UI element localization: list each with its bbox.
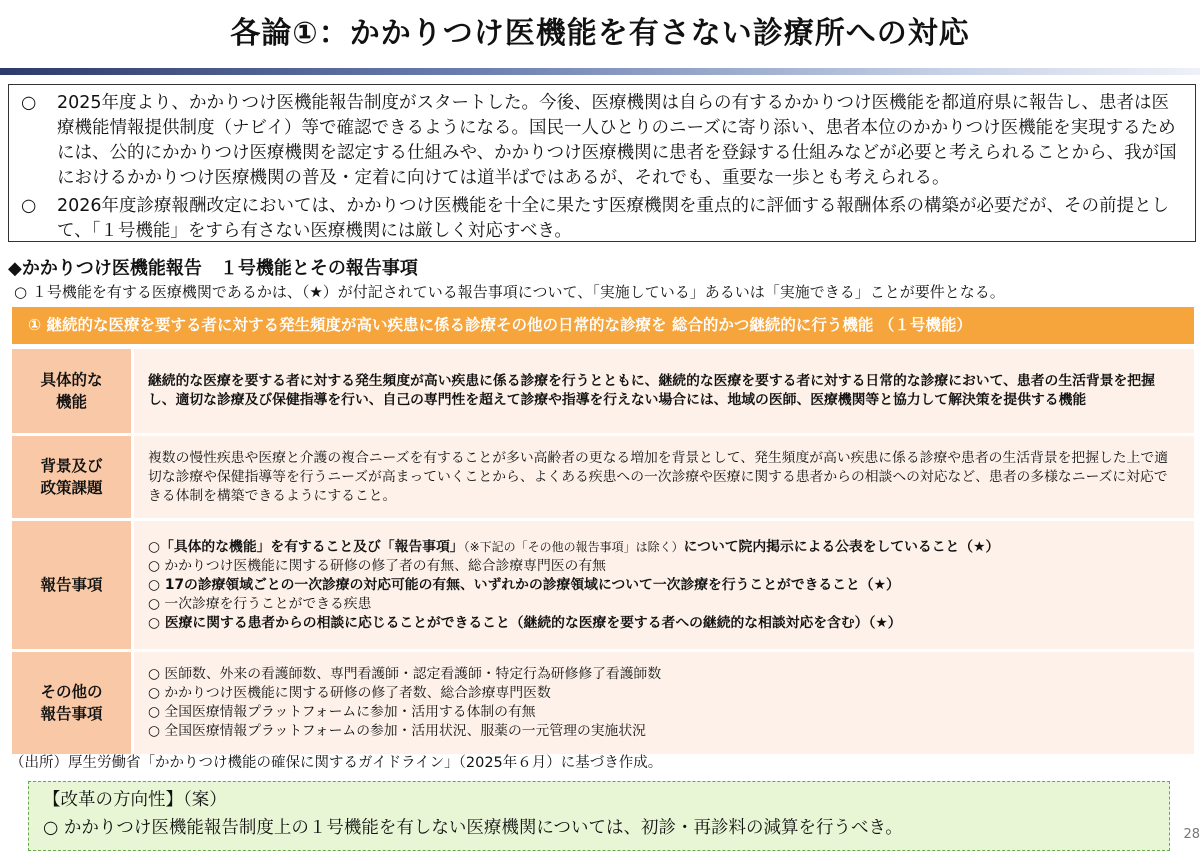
section-heading: ◆かかりつけ医機能報告 １号機能とその報告事項 [8,258,418,279]
report-item: ○ 一次診療を行うことができる疾患 [148,595,372,612]
source-note: （出所）厚生労働省「かかりつけ機能の確保に関するガイドライン」（2025年６月）に基づき作成。 [10,755,663,771]
reform-heading: 【改革の方向性】（案） [43,790,227,810]
summary-text: 2026年度診療報酬改定においては、かかりつけ医機能を十全に果たす医療機関を重点的に評価する報酬体系の構築が必要だが、その前提として、「１号機能」をすら有さない医療機関には厳しく対応すべき。 [57,196,1170,241]
table-row [12,521,1194,649]
function-header-bar: ① 継続的な医療を要する者に対する発生頻度が高い疾患に係る診療その他の日常的な診療を 総合的かつ継続的に行う機能 （１号機能） [12,307,1194,344]
summary-paragraph [21,194,1183,244]
row-content [131,652,1194,754]
summary-box [8,84,1196,242]
section-note: ○ １号機能を有する医療機関であるかは、（★）が付記されている報告事項について、「実施している」あるいは「実施できる」ことが要件となる。 [14,283,1005,301]
page-title: 各論①：かかりつけ医機能を有さない診療所への対応 [230,16,970,51]
page-number: 28 [1183,827,1200,842]
reform-text: ○ かかりつけ医機能報告制度上の１号機能を有しない医療機関については、初診・再診料の減算を行うべき。 [43,818,903,838]
row-content [131,521,1194,649]
summary-text: 2025年度より、かかりつけ医機能報告制度がスタートした。今後、医療機関は自らの有するかかりつけ医機能を都道府県に報告し、患者は医療機能情報提供制度（ナビイ）等で確認できるようになる。国民一人ひとりのニーズに寄り添い、患者本位のかかりつけ医機能を実現するためには、公的にかかりつけ医療機関を認定する仕組みや、かかりつけ医療機関に患者を登録する仕組みなどが必要と考えられることから、我が国におけるかかりつけ医療機関の普及・定着に向けては道半ばではあるが、それでも、重要な一歩とも考えられる。 [57,93,1177,188]
other-report-item: ○ 医師数、外来の看護師数、専門看護師・認定看護師・特定行為研修修了看護師数 [148,666,662,682]
other-report-item: ○ 全国医療情報プラットフォームに参加・活用する体制の有無 [148,704,536,720]
bullet: ○ [21,196,37,216]
title-underline [0,68,1200,75]
other-report-item: ○ かかりつけ医機能に関する研修の修了者数、総合診療専門医数 [148,685,551,701]
reform-direction-box [28,781,1170,851]
table-row [12,436,1194,518]
other-report-item: ○ 全国医療情報プラットフォームの参加・活用状況、服薬の一元管理の実施状況 [148,723,646,739]
row-label: 背景及び 政策課題 [12,436,131,518]
report-item: ○ 医療に関する患者からの相談に応じることができること（継続的な医療を要する者への継続的な相談対応を含む）（★） [148,614,902,631]
row-label: 具体的な 機能 [12,349,131,433]
row-content: 複数の慢性疾患や医療と介護の複合ニーズを有することが多い高齢者の更なる増加を背景として、発生頻度が高い疾患に係る診療や患者の生活背景を把握した上で適切な診療や保健指導等を行うニーズが高まっていくことから、よくある疾患への一次診療や医療に関する患者からの相談への対応など、患者の多様なニーズに対応できる体制を構築できるようにすること。 [131,436,1194,518]
report-item: ○ かかりつけ医機能に関する研修の修了者の有無、総合診療専門医の有無 [148,557,606,574]
table-row [12,349,1194,433]
bullet: ○ [21,93,37,113]
report-item: ○「具体的な機能」を有すること及び「報告事項」（※下記の「その他の報告事項」は除く）について院内掲示による公表をしていること（★） [148,538,1000,555]
row-content: 継続的な医療を要する者に対する発生頻度が高い疾患に係る診療を行うとともに、継続的な医療を要する者に対する日常的な診療において、患者の生活背景を把握し、適切な診療及び保健指導を行い、自己の専門性を超えて診療や指導を行えない場合には、地域の医師、医療機関等と協力して解決策を提供する機能 [131,349,1194,433]
summary-paragraph [21,91,1183,191]
row-label: その他の 報告事項 [12,652,131,754]
function-table [12,346,1194,757]
report-item: ○ 17の診療領域ごとの一次診療の対応可能の有無、いずれかの診療領域について一次診療を行うことができること（★） [148,576,900,593]
row-label: 報告事項 [12,521,131,649]
table-row [12,652,1194,754]
